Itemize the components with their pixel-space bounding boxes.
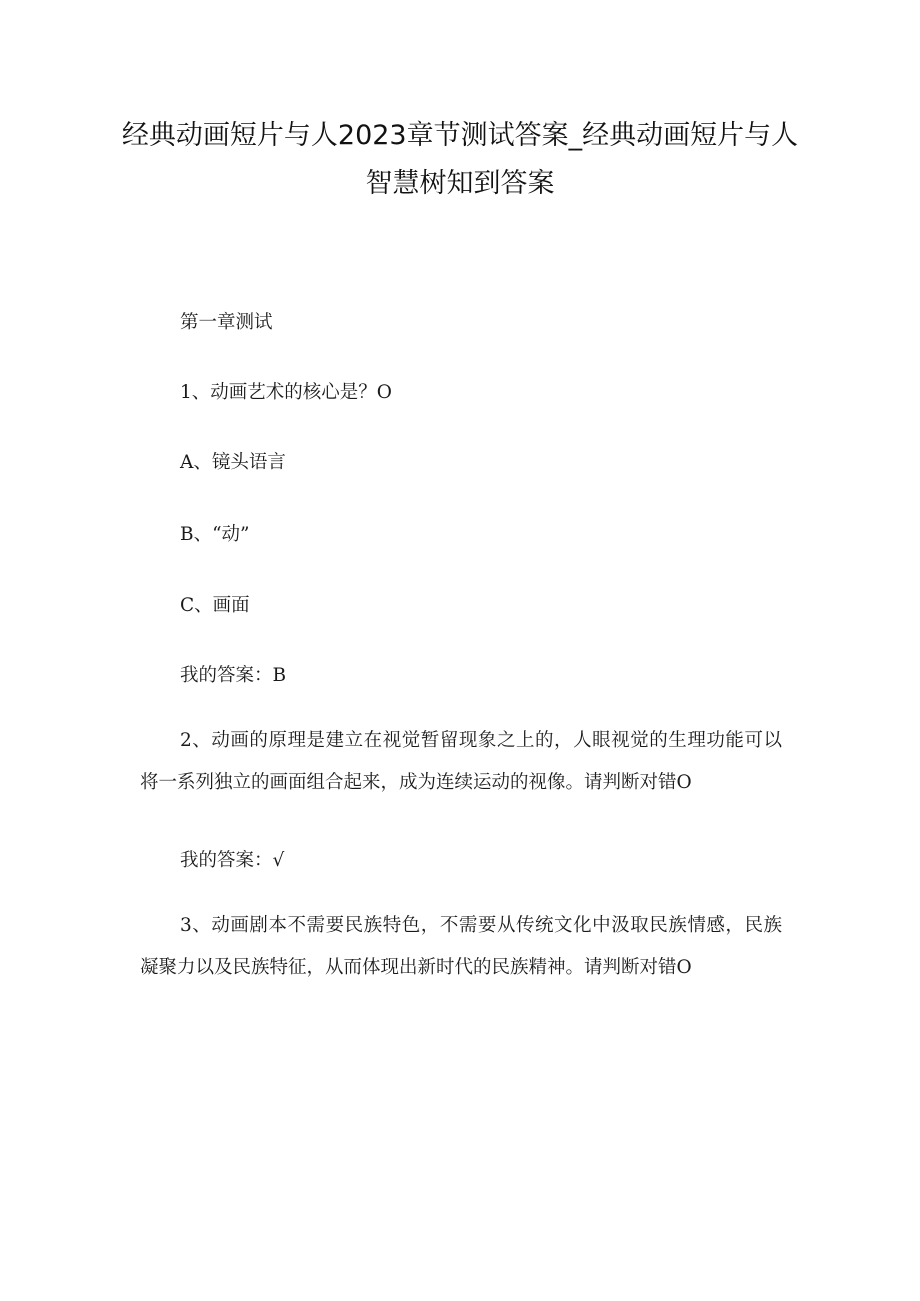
question-1-option-b: B、“动” <box>180 524 250 545</box>
document-title: 经典动画短片与人2023章节测试答案_经典动画短片与人智慧树知到答案 <box>121 120 799 199</box>
chapter-heading: 第一章测试 <box>180 312 273 333</box>
question-2-answer: 我的答案：√ <box>180 850 285 871</box>
question-1-option-c: C、画面 <box>180 595 250 616</box>
question-1-answer: 我的答案：B <box>180 665 287 686</box>
question-3: 3、动画剧本不需要民族特色，不需要从传统文化中汲取民族情感，民族凝聚力以及民族特征，从而体现出新时代的民族精神。请判断对错O <box>140 915 782 978</box>
question-1: 1、动画艺术的核心是？O <box>180 382 392 403</box>
question-1-option-a: A、镜头语言 <box>180 452 286 473</box>
question-2: 2、动画的原理是建立在视觉暂留现象之上的，人眼视觉的生理功能可以将一系列独立的画面组合起来，成为连续运动的视像。请判断对错O <box>140 730 782 793</box>
